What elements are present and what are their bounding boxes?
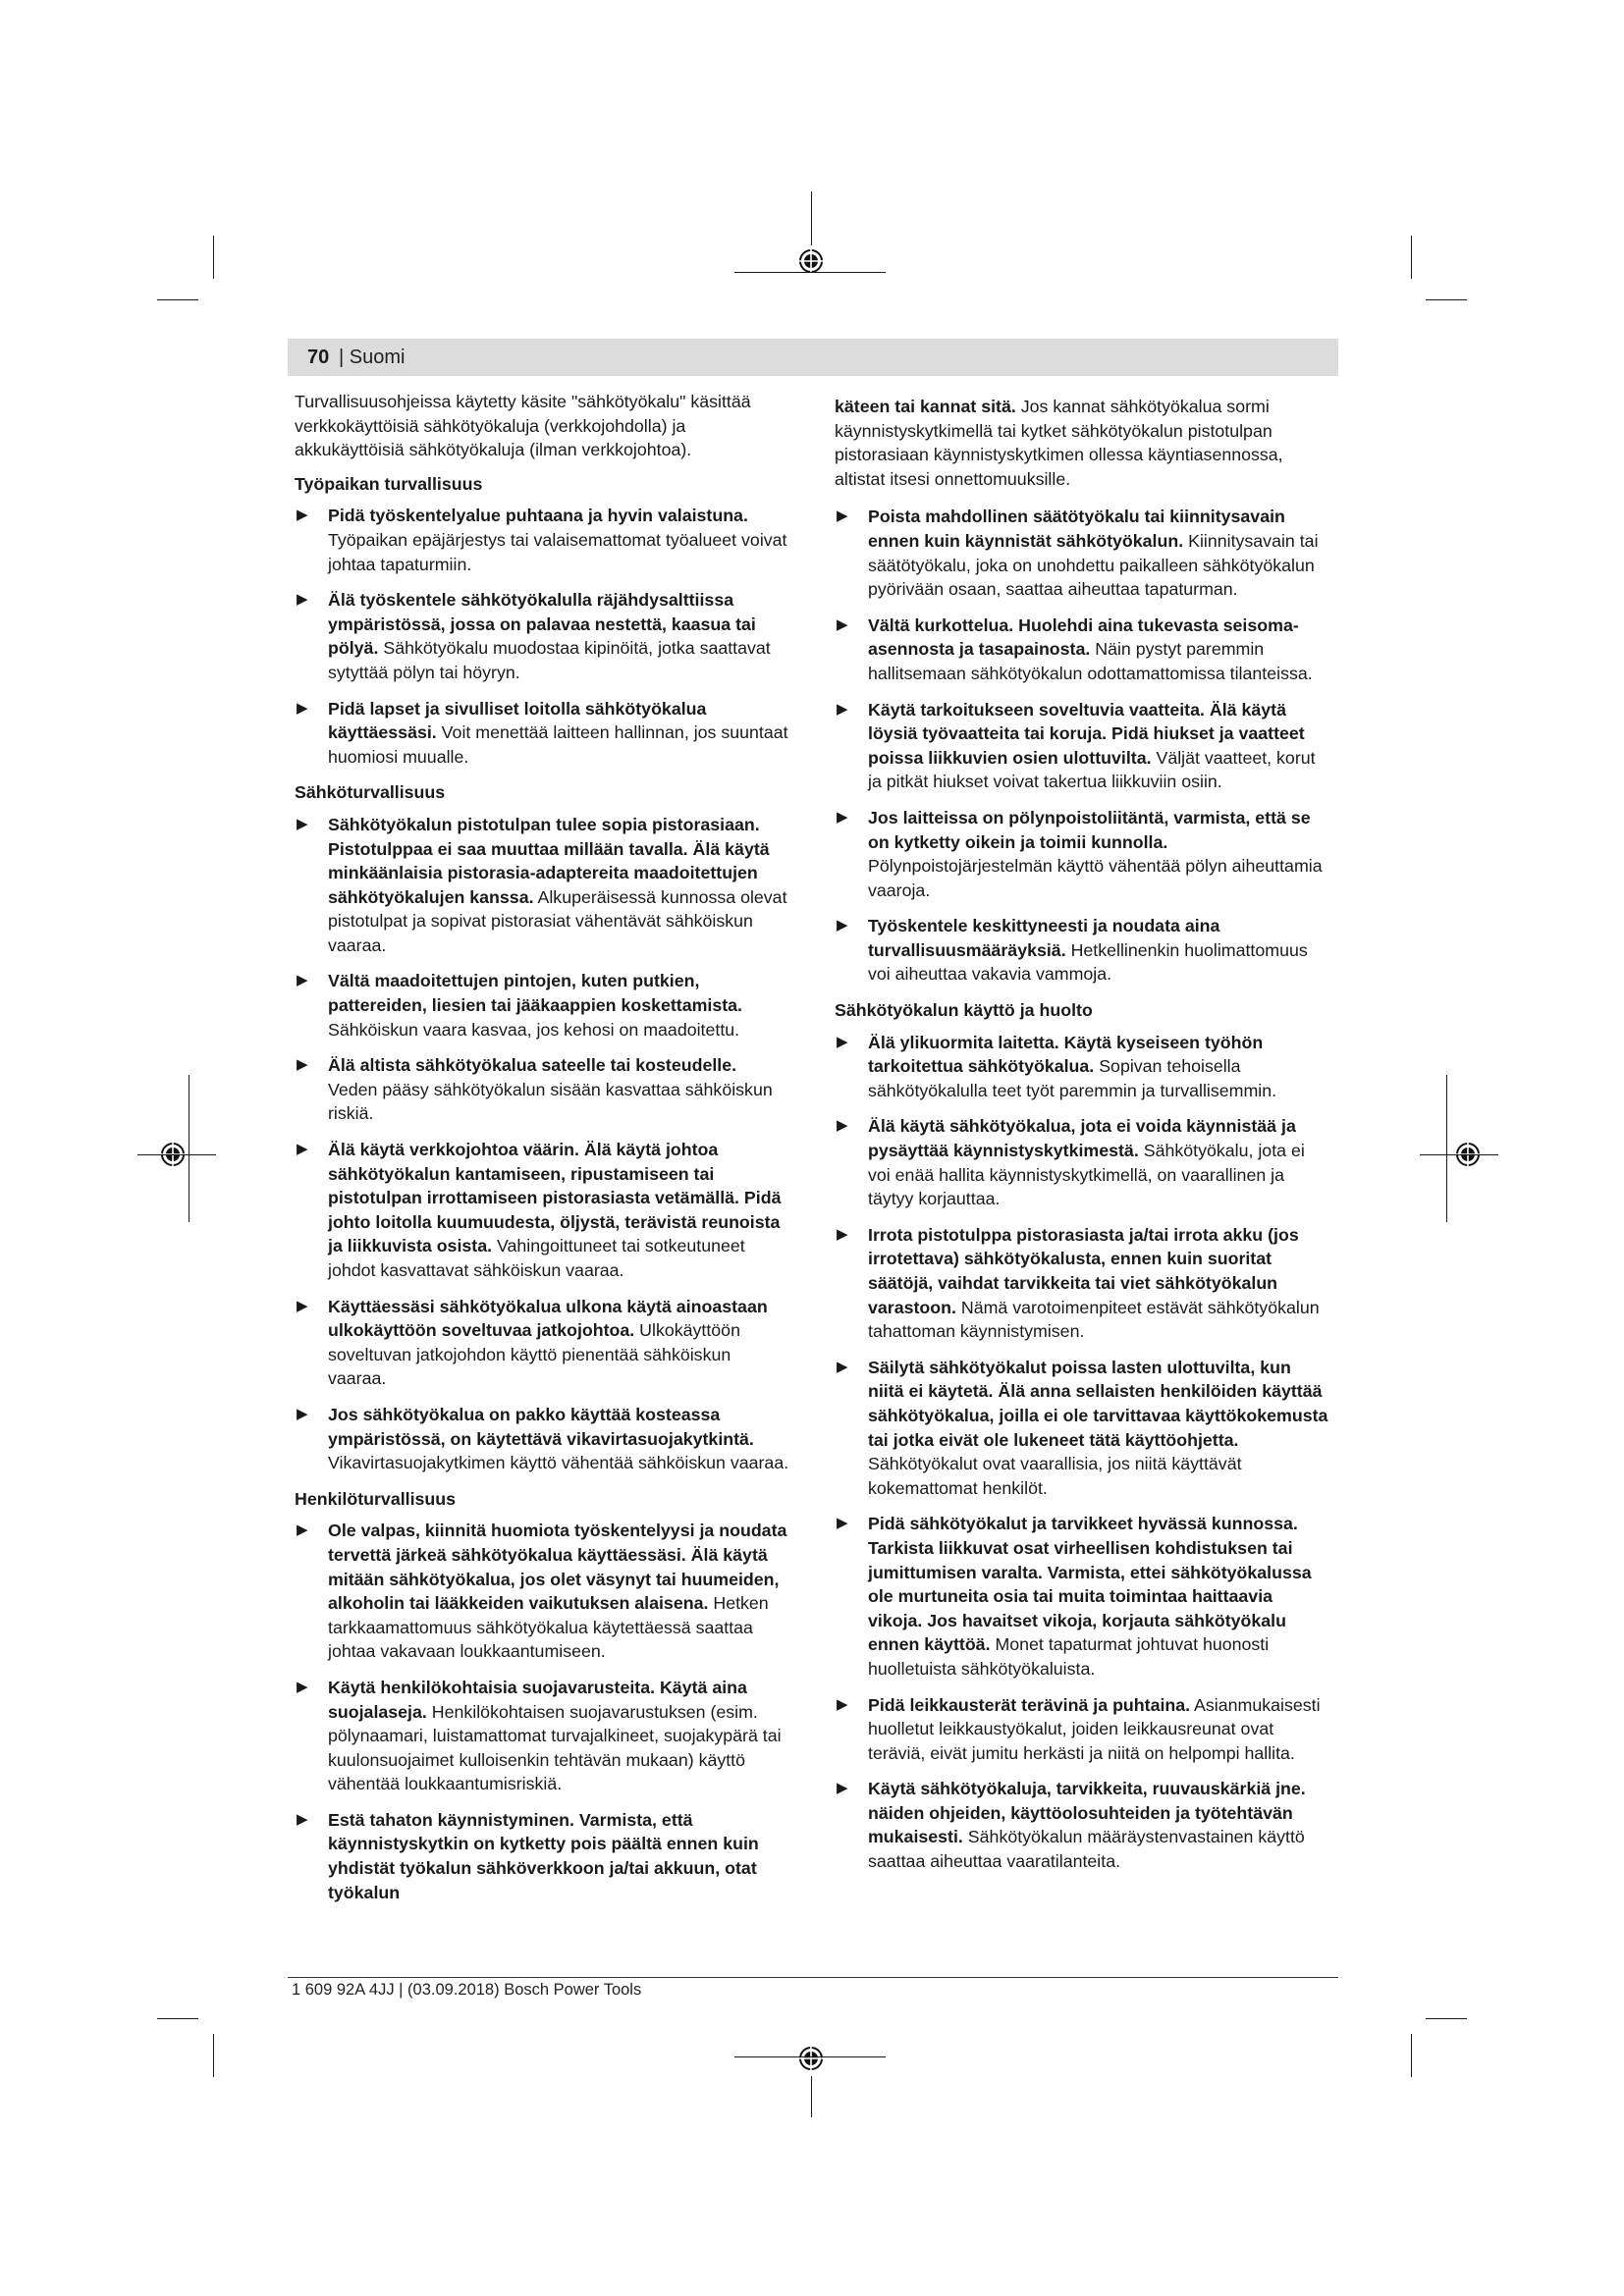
bullet-icon: ▶ [837, 1225, 848, 1243]
list-item [835, 914, 1330, 987]
item-text: Sähkötyökalun määräystenvastainen käyttö saattaa aiheuttaa vaaratilanteita. [868, 1827, 1305, 1872]
item-bold-text: Älä käytä verkkojohtoa väärin. Älä käytä johtoa sähkötyökalun kantamiseen, ripustamiseen tai pistotulpan irrottamiseen pistorasiasta vetämällä. Pidä johto loitolla kuumuudesta, öljystä, terävistä reunoista ja liikkuvista osista. [328, 1140, 782, 1256]
item-text: Työpaikan epäjärjestys tai valaisemattomat työalueet voivat johtaa tapaturmiin. [328, 529, 787, 574]
registration-line-right-v [1446, 1075, 1447, 1222]
list-item [835, 1031, 1330, 1103]
item-text: Nämä varotoimenpiteet estävät sähkötyökalun tahattoman käynnistymisen. [868, 1297, 1320, 1342]
item-bold-text: Jos sähkötyökalua on pakko käyttää kosteassa ympäristössä, on käytettävä vikavirtasuojakytkintä. [328, 1404, 754, 1449]
crop-mark-top-right-h [1426, 299, 1467, 300]
item-bold-text: Irrota pistotulppa pistorasiasta ja/tai irrota akku (jos irrotettava) sähkötyökalusta, ennen kuin suoritat säätöjä, vaihdat tarvikkeita tai viet sähkötyökalun varastoon. [868, 1224, 1299, 1317]
item-bold-text: Vältä kurkottelua. Huolehdi aina tukevasta seisoma-asennosta ja tasapainosta. [868, 614, 1299, 660]
list-item [835, 1223, 1330, 1344]
item-bold-text: Jos laitteissa on pölynpoistoliitäntä, varmista, että se on kytketty oikein ja toimii kunnolla. [868, 807, 1311, 852]
item-text: Hetken tarkkaamattomuus sähkötyökalua käytettäessä saattaa johtaa vakavaan loukkaantumiseen. [328, 1593, 769, 1662]
bullet-icon: ▶ [297, 1141, 308, 1158]
bullet-icon: ▶ [297, 1810, 308, 1828]
item-bold-text: Pidä työskentelyalue puhtaana ja hyvin valaistuna. [328, 506, 748, 526]
item-bold-text: Säilytä sähkötyökalut poissa lasten ulottuvilta, kun niitä ei käytetä. Älä anna sellaisten henkilöiden käyttää sähkötyökalua, joilla ei ole tarvittavaa käyttökokemusta tai jotka eivät ole lukeneet tätä käyttöohjetta. [868, 1357, 1328, 1450]
section-heading: Työpaikan turvallisuus [295, 473, 483, 494]
page-header [288, 339, 1338, 376]
list-item [295, 1053, 790, 1126]
left-column [295, 390, 790, 1916]
registration-line-bottom-v [811, 2076, 812, 2117]
item-text: Pölynpoistojärjestelmän käyttö vähentää pölyn aiheuttamia vaaroja. [868, 856, 1323, 900]
item-bold-text: Vältä maadoitettujen pintojen, kuten putkien, pattereiden, liesien tai jääkaappien koskettamista. [328, 971, 742, 1016]
list-item [295, 813, 790, 958]
registration-line-top-h [734, 272, 886, 273]
section-heading: Sähkötyökalun käyttö ja huolto [835, 1000, 1093, 1021]
item-bold-text: Älä ylikuormita laitetta. Käytä kyseiseen työhön tarkoitettua sähkötyökalua. [868, 1032, 1264, 1077]
item-bold-text: Poista mahdollinen säätötyökalu tai kiinnitysavain ennen kuin käynnistät sähkötyökalun. [868, 507, 1285, 551]
list-item [835, 1114, 1330, 1210]
item-bold-text: Käytä tarkoitukseen soveltuvia vaatteita. Älä käytä löysiä työvaatteita tai koruja. Pidä hiukset ja vaatteet poissa liikkuvien osien ulottuvilta. [868, 699, 1305, 768]
crop-mark-top-right-v [1411, 236, 1412, 279]
bullet-icon: ▶ [837, 1033, 848, 1050]
continuation-bold: käteen tai kannat sitä. [835, 397, 1016, 416]
bullet-icon: ▶ [297, 591, 308, 609]
bullet-icon: ▶ [837, 1695, 848, 1713]
list-item [835, 698, 1330, 794]
item-bold-text: Älä altista sähkötyökalua sateelle tai kosteudelle. [328, 1055, 737, 1076]
bullet-icon: ▶ [837, 808, 848, 826]
item-bold-text: Älä käytä sähkötyökalua, jota ei voida käynnistää ja pysäyttää käynnistyskytkimestä. [868, 1116, 1296, 1161]
item-text: Monet tapaturmat johtuvat huonosti huolletuista sähkötyökaluista. [868, 1634, 1270, 1679]
list-item [295, 588, 790, 684]
bullet-icon: ▶ [297, 972, 308, 989]
item-bold-text: Pidä sähkötyökalut ja tarvikkeet hyvässä kunnossa. Tarkista liikkuvat osat virheellisen kohdistuksen tai jumittumisen varalta. Varmista, ettei sähkötyökalussa ole murtuneita osia tai muita toimintaa haittaavia vikoja. Jos havaitset vikoja, korjauta sähkötyökalu ennen käyttöä. [868, 1514, 1312, 1655]
item-bold-text: Pidä lapset ja sivulliset loitolla sähkötyökalua käyttäessäsi. [328, 698, 707, 743]
list-item [835, 614, 1330, 686]
intro-paragraph: Turvallisuusohjeissa käytetty käsite "sähkötyökalu" käsittää verkkokäyttöisiä sähkötyökaluja (verkkojohdolla) ja akkukäyttöisiä sähkötyökaluja (ilman verkkojohtoa). [295, 392, 751, 460]
bullet-icon: ▶ [297, 1522, 308, 1539]
list-item [295, 697, 790, 770]
footer-text: 1 609 92A 4JJ | (03.09.2018) Bosch Power Tools [292, 1981, 642, 1999]
crop-mark-bottom-left-h [157, 2018, 198, 2019]
header-language-label: Suomi [349, 347, 406, 368]
section-heading: Henkilöturvallisuus [295, 1488, 457, 1509]
right-column [835, 395, 1330, 1886]
item-text: Väljät vaatteet, korut ja pitkät hiukset voivat takertua liikkuviin osiin. [868, 747, 1316, 792]
header-separator: | [339, 347, 345, 368]
bullet-icon: ▶ [837, 507, 848, 525]
list-item [295, 1676, 790, 1796]
bullet-icon: ▶ [297, 1056, 308, 1074]
item-text: Kiinnitysavain tai säätötyökalu, joka on unohdettu paikalleen sähkötyökalun pyörivään osaan, saattaa aiheuttaa tapaturman. [868, 530, 1319, 600]
bullet-icon: ▶ [297, 1297, 308, 1314]
item-bold-text: Estä tahaton käynnistyminen. Varmista, että käynnistyskytkin on kytketty pois päältä ennen kuin yhdistät työkalun sähköverkkoon ja/tai akkuun, otat työkalun [328, 1809, 759, 1902]
header-language [339, 347, 405, 369]
item-text: Asianmukaisesti huolletut leikkaustyökalut, joiden leikkausreunat ovat teräviä, eivät jumitu herkästi ja niitä on helpompi hallita. [868, 1694, 1321, 1763]
continuation-text: Jos kannat sähkötyökalua sormi käynnistyskytkimellä tai kytket sähkötyökalun pistotulpan pistorasiaan käynnistyskytkimen ollessa käyntiasennossa, altistat itsesi onnettomuuksille. [835, 397, 1283, 489]
crop-mark-top-left-h [157, 299, 198, 300]
item-bold-text: Käytä henkilökohtaisia suojavarusteita. Käytä aina suojalaseja. [328, 1677, 747, 1722]
item-bold-text: Pidä leikkausterät terävinä ja puhtaina. [868, 1694, 1191, 1715]
crop-mark-bottom-right-h [1426, 2018, 1467, 2019]
crop-mark-bottom-left-v [213, 2034, 214, 2077]
registration-line-top-v [811, 191, 812, 245]
continuation-paragraph [835, 395, 1330, 491]
bullet-icon: ▶ [297, 1405, 308, 1422]
registration-line-bottom-h [734, 2056, 886, 2057]
item-text: Vikavirtasuojakytkimen käyttö vähentää sähköiskun vaaraa. [328, 1453, 789, 1473]
bullet-icon: ▶ [297, 699, 308, 717]
list-item [835, 1777, 1330, 1873]
item-text: Ulkokäyttöön soveltuvan jatkojohdon käyttö pienentää sähköiskun vaaraa. [328, 1320, 740, 1389]
item-text: Veden pääsy sähkötyökalun sisään kasvattaa sähköiskun riskiä. [328, 1079, 773, 1124]
item-bold-text: Älä työskentele sähkötyökalulla räjähdysalttiissa ympäristössä, jossa on palavaa nestettä, kaasua tai pölyä. [328, 590, 756, 659]
item-bold-text: Työskentele keskittyneesti ja noudata aina turvallisuusmääräyksiä. [868, 916, 1220, 960]
item-text: Sähkötyökalut ovat vaarallisia, jos niitä käyttävät kokemattomat henkilöt. [868, 1454, 1242, 1498]
list-item [295, 504, 790, 576]
item-text: Sähkötyökalu, jota ei voi enää hallita käynnistyskytkimellä, on vaarallinen ja täytyy korjauttaa. [868, 1141, 1305, 1209]
bullet-icon: ▶ [297, 1678, 308, 1695]
bullet-icon: ▶ [837, 1117, 848, 1135]
item-text: Vahingoittuneet tai sotkeutuneet johdot kasvattavat sähköiskun vaaraa. [328, 1236, 745, 1280]
list-item [295, 1519, 790, 1664]
bullet-icon: ▶ [837, 615, 848, 633]
item-bold-text: Sähkötyökalun pistotulpan tulee sopia pistorasiaan. Pistotulppaa ei saa muuttaa millään tavalla. Älä käytä minkäänlaisia pistorasia-adaptereita maadoitettujen sähkötyökalujen kanssa. [328, 814, 770, 907]
item-text: Sopivan tehoisella sähkötyökalulla teet työt paremmin ja turvallisemmin. [868, 1056, 1277, 1100]
bullet-icon: ▶ [837, 1515, 848, 1532]
registration-line-left-h [137, 1154, 216, 1155]
list-item [295, 969, 790, 1041]
bullet-icon: ▶ [297, 507, 308, 524]
item-text: Näin pystyt paremmin hallitsemaan sähkötyökalun odottamattomissa tilanteissa. [868, 639, 1313, 683]
item-text: Sähköiskun vaara kasvaa, jos kehosi on maadoitettu. [328, 1019, 740, 1040]
crop-mark-top-left-v [213, 236, 214, 279]
list-item [295, 1808, 790, 1904]
item-text: Voit menettää laitteen hallinnan, jos suuntaat huomiosi muualle. [328, 722, 788, 767]
item-text: Alkuperäisessä kunnossa olevat pistotulpat ja sopivat pistorasiat vähentävät sähköiskun vaaraa. [328, 886, 787, 955]
item-bold-text: Käytä sähkötyökaluja, tarvikkeita, ruuvauskärkiä jne. näiden ohjeiden, käyttöolosuhteiden ja työtehtävän mukaisesti. [868, 1779, 1306, 1847]
list-item [835, 806, 1330, 902]
bullet-icon: ▶ [297, 815, 308, 832]
section-heading: Sähköturvallisuus [295, 782, 446, 803]
page-number: 70 [307, 347, 330, 368]
footer-rule [288, 1977, 1338, 1978]
item-text: Hetkellinenkin huolimattomuus voi aiheuttaa vakavia vammoja. [868, 939, 1308, 985]
bullet-icon: ▶ [837, 700, 848, 718]
list-item [835, 1693, 1330, 1766]
list-item [295, 1295, 790, 1391]
item-text: Sähkötyökalu muodostaa kipinöitä, jotka saattavat sytyttää pölyn tai höyryn. [328, 638, 771, 682]
crop-mark-bottom-right-v [1411, 2034, 1412, 2077]
registration-mark-top-icon [793, 243, 829, 279]
bullet-icon: ▶ [837, 917, 848, 934]
bullet-icon: ▶ [837, 1358, 848, 1375]
item-bold-text: Ole valpas, kiinnitä huomiota työskentelyysi ja noudata tervettä järkeä sähkötyökalua käyttäessäsi. Älä käytä mitään sähkötyökalua, jos olet väsynyt tai huumeiden, alkoholin tai lääkkeiden vaikutuksen alaisena. [328, 1521, 787, 1614]
list-item [835, 1356, 1330, 1501]
bullet-icon: ▶ [837, 1780, 848, 1797]
registration-line-right-h [1420, 1154, 1498, 1155]
list-item [835, 1512, 1330, 1681]
list-item [835, 505, 1330, 601]
list-item [295, 1138, 790, 1283]
item-bold-text: Käyttäessäsi sähkötyökalua ulkona käytä ainoastaan ulkokäyttöön soveltuvaa jatkojohtoa. [328, 1296, 768, 1341]
registration-mark-bottom-icon [793, 2041, 829, 2076]
item-text: Henkilökohtaisen suojavarustuksen (esim. pölynaamari, luistamattomat turvajalkineet, suojakypärä tai kuulonsuojaimet kulloisenkin tehtävän mukaan) käyttö vähentää loukkaantumisriskiä. [328, 1701, 782, 1794]
list-item [295, 1403, 790, 1475]
